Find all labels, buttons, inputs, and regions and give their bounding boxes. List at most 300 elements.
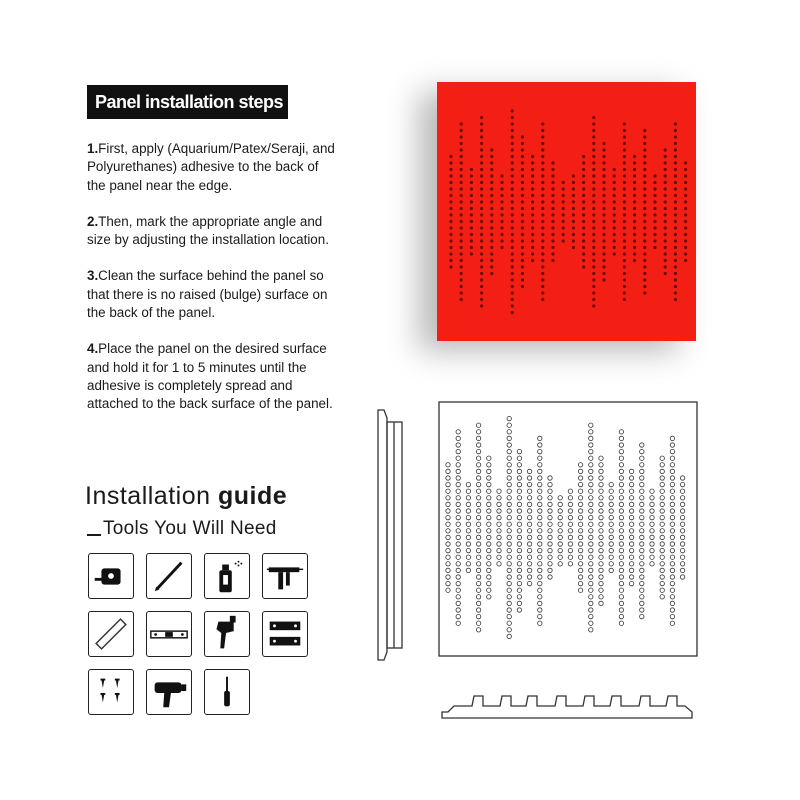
perforation-hole-outline (578, 522, 582, 526)
perforation-hole-outline (629, 489, 633, 493)
perforation-hole-outline (446, 463, 450, 467)
perforation-hole-outline (680, 482, 684, 486)
perforation-hole-outline (538, 581, 542, 585)
perforation-hole-outline (619, 463, 623, 467)
perforation-hole (562, 187, 565, 190)
perforation-hole (500, 207, 503, 210)
perforation-hole-outline (548, 522, 552, 526)
perforation-hole (500, 213, 503, 216)
perforation-hole-outline (670, 469, 674, 473)
perforation-hole (653, 174, 656, 177)
perforation-hole (521, 187, 524, 190)
perforation-hole (490, 200, 493, 203)
perforation-hole-outline (487, 463, 491, 467)
perforation-hole-outline (568, 535, 572, 539)
perforation-hole (511, 135, 514, 138)
perforation-hole-outline (497, 496, 501, 500)
perforation-hole-outline (640, 581, 644, 585)
perforation-hole-outline (507, 502, 511, 506)
perforation-hole-outline (599, 502, 603, 506)
perforation-hole (480, 122, 483, 125)
perforation-hole (449, 233, 452, 236)
perforation-hole (613, 226, 616, 229)
perforation-hole (582, 174, 585, 177)
perforation-hole (470, 194, 473, 197)
perforation-hole-outline (680, 509, 684, 513)
perforation-hole (674, 161, 677, 164)
perforation-hole (521, 239, 524, 242)
perforation-hole-outline (466, 509, 470, 513)
perforation-hole-outline (538, 482, 542, 486)
perforation-hole (582, 226, 585, 229)
perforation-hole (541, 200, 544, 203)
perforation-hole (684, 239, 687, 242)
perforation-hole (623, 200, 626, 203)
perforation-hole (643, 155, 646, 158)
perforation-hole (500, 200, 503, 203)
perforation-hole (674, 285, 677, 288)
perforation-hole-outline (446, 555, 450, 559)
perforation-hole-outline (660, 568, 664, 572)
perforation-hole (480, 233, 483, 236)
perforation-hole-outline (466, 568, 470, 572)
perforation-hole (643, 285, 646, 288)
perforation-hole-outline (527, 575, 531, 579)
step-text: Clean the surface behind the panel so that there is no raised (bulge) surface on the back of the panel. (87, 268, 328, 321)
perforation-hole-outline (680, 515, 684, 519)
perforation-hole-outline (568, 555, 572, 559)
perforation-hole (613, 213, 616, 216)
perforation-hole-outline (619, 575, 623, 579)
perforation-hole (551, 200, 554, 203)
perforation-hole (551, 233, 554, 236)
perforation-hole (470, 207, 473, 210)
perforation-hole (623, 278, 626, 281)
perforation-hole-outline (558, 562, 562, 566)
perforation-hole-outline (640, 482, 644, 486)
perforation-hole-outline (650, 489, 654, 493)
perforation-hole (521, 272, 524, 275)
perforation-hole-outline (640, 555, 644, 559)
perforation-hole (602, 278, 605, 281)
perforation-hole-outline (466, 502, 470, 506)
perforation-hole-outline (487, 502, 491, 506)
perforation-hole (684, 220, 687, 223)
perforation-hole (562, 226, 565, 229)
perforation-hole (684, 161, 687, 164)
perforation-hole (511, 226, 514, 229)
perforation-hole (470, 187, 473, 190)
perforation-hole (602, 265, 605, 268)
perforation-hole (664, 272, 667, 275)
perforation-hole (531, 233, 534, 236)
perforation-hole (643, 194, 646, 197)
perforation-hole-outline (507, 581, 511, 585)
perforation-hole-outline (660, 463, 664, 467)
perforation-hole (490, 239, 493, 242)
perforation-hole (460, 194, 463, 197)
perforation-hole-outline (619, 522, 623, 526)
perforation-hole (531, 259, 534, 262)
perforation-hole-outline (670, 621, 674, 625)
perforation-hole-outline (538, 522, 542, 526)
perforation-hole (572, 246, 575, 249)
perforation-hole (592, 142, 595, 145)
perforation-hole-outline (476, 614, 480, 618)
perforation-hole (613, 187, 616, 190)
perforation-hole-outline (517, 476, 521, 480)
perforation-hole (449, 187, 452, 190)
perforation-hole-outline (538, 529, 542, 533)
perforation-hole-outline (670, 535, 674, 539)
perforation-hole (480, 285, 483, 288)
perforation-hole-outline (578, 535, 582, 539)
perforation-hole-outline (660, 535, 664, 539)
perforation-hole-outline (670, 522, 674, 526)
perforation-hole-outline (507, 416, 511, 420)
perforation-hole (562, 239, 565, 242)
perforation-hole-outline (589, 476, 593, 480)
perforation-hole-outline (599, 588, 603, 592)
perforation-hole (592, 116, 595, 119)
perforation-hole-outline (507, 456, 511, 460)
perforation-hole-outline (538, 614, 542, 618)
perforation-hole (664, 174, 667, 177)
perforation-hole-outline (599, 542, 603, 546)
perforation-hole (511, 220, 514, 223)
perforation-hole (521, 200, 524, 203)
perforation-hole (592, 304, 595, 307)
perforation-hole (623, 285, 626, 288)
perforation-hole-outline (497, 489, 501, 493)
perforation-hole-outline (578, 496, 582, 500)
perforation-hole (664, 252, 667, 255)
perforation-hole-outline (589, 463, 593, 467)
hinges-icon (262, 611, 308, 657)
perforation-hole (613, 174, 616, 177)
perforation-hole (470, 200, 473, 203)
perforation-hole (511, 285, 514, 288)
perforation-hole (541, 207, 544, 210)
perforation-hole-outline (640, 601, 644, 605)
perforation-hole (511, 194, 514, 197)
perforation-hole (531, 252, 534, 255)
perforation-hole (592, 272, 595, 275)
perforation-hole-outline (619, 456, 623, 460)
perforation-hole-outline (660, 456, 664, 460)
perforation-hole (490, 181, 493, 184)
perforation-hole-outline (629, 515, 633, 519)
perforation-hole (602, 148, 605, 151)
perforation-hole (633, 213, 636, 216)
perforation-hole (674, 298, 677, 301)
perforation-hole (623, 168, 626, 171)
perforation-hole-outline (660, 542, 664, 546)
perforation-pattern (437, 82, 696, 341)
perforation-hole-outline (629, 581, 633, 585)
perforation-hole-outline (476, 562, 480, 566)
perforation-hole-outline (476, 529, 480, 533)
perforation-hole (572, 207, 575, 210)
perforation-hole (623, 233, 626, 236)
perforation-hole-outline (517, 608, 521, 612)
perforation-hole-outline (517, 469, 521, 473)
perforation-hole (653, 194, 656, 197)
perforation-hole (674, 207, 677, 210)
perforation-hole (602, 200, 605, 203)
perforation-hole-outline (619, 581, 623, 585)
perforation-hole-outline (456, 489, 460, 493)
perforation-hole (602, 187, 605, 190)
perforation-hole-outline (507, 509, 511, 513)
perforation-hole (480, 213, 483, 216)
perforation-hole (480, 252, 483, 255)
perforation-hole-outline (558, 542, 562, 546)
perforation-hole-outline (507, 469, 511, 473)
perforation-hole (480, 246, 483, 249)
perforation-hole-outline (578, 575, 582, 579)
perforation-hole-outline (609, 496, 613, 500)
perforation-hole-outline (497, 509, 501, 513)
perforation-hole-outline (548, 515, 552, 519)
perforation-hole-outline (456, 548, 460, 552)
perforation-hole-outline (466, 562, 470, 566)
perforation-hole-outline (589, 443, 593, 447)
perforation-hole-outline (599, 476, 603, 480)
perforation-hole (460, 285, 463, 288)
perforation-hole-outline (476, 496, 480, 500)
perforation-hole-outline (456, 482, 460, 486)
perforation-hole (521, 142, 524, 145)
perforation-hole (490, 246, 493, 249)
perforation-hole-outline (629, 509, 633, 513)
perforation-hole-outline (619, 430, 623, 434)
perforation-hole (449, 239, 452, 242)
perforation-hole-outline (670, 588, 674, 592)
perforation-hole (664, 220, 667, 223)
perforation-hole (643, 213, 646, 216)
perforation-hole (541, 129, 544, 132)
perforation-hole (684, 252, 687, 255)
perforation-hole-outline (466, 522, 470, 526)
perforation-hole-outline (619, 595, 623, 599)
perforation-hole (664, 194, 667, 197)
perforation-hole-outline (456, 588, 460, 592)
perforation-hole-outline (446, 476, 450, 480)
perforation-hole (664, 239, 667, 242)
perforation-hole-outline (619, 502, 623, 506)
step-text: First, apply (Aquarium/Patex/Seraji, and Polyurethanes) adhesive to the back of the panel near the edge. (87, 141, 335, 193)
perforation-hole (633, 252, 636, 255)
perforation-hole (623, 148, 626, 151)
perforation-hole-outline (487, 555, 491, 559)
perforation-hole (623, 272, 626, 275)
perforation-hole (582, 200, 585, 203)
perforation-hole (470, 168, 473, 171)
perforation-hole-outline (670, 614, 674, 618)
perforation-hole-outline (660, 496, 664, 500)
perforation-hole-outline (446, 542, 450, 546)
perforation-hole (449, 207, 452, 210)
perforation-hole (602, 161, 605, 164)
perforation-hole-outline (629, 542, 633, 546)
perforation-hole-outline (446, 529, 450, 533)
perforation-hole (674, 148, 677, 151)
perforation-hole-outline (538, 449, 542, 453)
perforation-hole-outline (507, 430, 511, 434)
perforation-hole-outline (589, 614, 593, 618)
perforation-hole (582, 161, 585, 164)
perforation-hole-outline (558, 522, 562, 526)
perforation-hole-outline (670, 489, 674, 493)
perforation-hole (592, 246, 595, 249)
perforation-hole-outline (456, 522, 460, 526)
perforation-hole-outline (507, 588, 511, 592)
perforation-hole-outline (558, 515, 562, 519)
perforation-hole-outline (619, 548, 623, 552)
perforation-hole (460, 272, 463, 275)
perforation-hole (602, 272, 605, 275)
perforation-hole (531, 246, 534, 249)
perforation-hole (480, 207, 483, 210)
perforation-hole (470, 226, 473, 229)
perforation-hole (643, 272, 646, 275)
perforation-hole (531, 181, 534, 184)
perforation-hole (592, 291, 595, 294)
perforation-hole (643, 226, 646, 229)
perforation-hole (562, 233, 565, 236)
perforation-hole (480, 187, 483, 190)
tools-subheading (87, 518, 277, 540)
perforation-hole-outline (578, 562, 582, 566)
perforation-hole-outline (640, 509, 644, 513)
perforation-hole-outline (670, 575, 674, 579)
perforation-hole-outline (589, 562, 593, 566)
perforation-hole-outline (670, 581, 674, 585)
perforation-hole (541, 291, 544, 294)
perforation-hole-outline (517, 509, 521, 513)
perforation-hole-outline (527, 482, 531, 486)
perforation-hole (460, 252, 463, 255)
perforation-hole-outline (538, 562, 542, 566)
perforation-hole (480, 291, 483, 294)
perforation-hole (511, 298, 514, 301)
perforation-hole (480, 265, 483, 268)
perforation-hole (562, 213, 565, 216)
perforation-hole-outline (446, 509, 450, 513)
perforation-hole-outline (609, 562, 613, 566)
perforation-hole-outline (680, 496, 684, 500)
perforation-hole (643, 239, 646, 242)
perforation-hole (511, 148, 514, 151)
perforation-hole-outline (670, 608, 674, 612)
perforation-hole-outline (670, 515, 674, 519)
perforation-hole-outline (476, 628, 480, 632)
perforation-hole-outline (507, 529, 511, 533)
perforation-hole-outline (446, 515, 450, 519)
perforation-hole-outline (456, 581, 460, 585)
perforation-hole-outline (568, 496, 572, 500)
perforation-hole (572, 213, 575, 216)
perforation-hole (480, 116, 483, 119)
perforation-hole (643, 161, 646, 164)
perforation-hole-outline (538, 535, 542, 539)
perforation-hole-outline (476, 449, 480, 453)
perforation-hole-outline (456, 595, 460, 599)
perforation-hole-outline (589, 548, 593, 552)
perforation-hole-outline (538, 548, 542, 552)
perforation-hole-outline (527, 529, 531, 533)
perforation-hole (490, 174, 493, 177)
perforation-hole-outline (507, 515, 511, 519)
perforation-hole-outline (609, 548, 613, 552)
perforation-hole-outline (497, 542, 501, 546)
perforation-hole-outline (619, 515, 623, 519)
perforation-hole (531, 174, 534, 177)
perforation-hole (653, 200, 656, 203)
perforation-hole-outline (456, 562, 460, 566)
perforation-hole (449, 181, 452, 184)
perforation-hole-outline (456, 608, 460, 612)
perforation-hole (633, 187, 636, 190)
step-number: 2. (87, 213, 99, 229)
dash-decoration (87, 534, 101, 536)
perforation-hole (480, 298, 483, 301)
perforation-hole (592, 181, 595, 184)
perforation-hole (592, 220, 595, 223)
perforation-hole-outline (527, 489, 531, 493)
perforation-hole (643, 142, 646, 145)
perforation-hole (664, 259, 667, 262)
perforation-hole-outline (487, 476, 491, 480)
perforation-hole-outline (517, 581, 521, 585)
perforation-hole-outline (517, 535, 521, 539)
perforation-hole (449, 194, 452, 197)
perforation-hole-outline (527, 515, 531, 519)
perforation-hole-outline (609, 515, 613, 519)
perforation-hole-outline (589, 588, 593, 592)
perforation-hole (664, 233, 667, 236)
perforation-hole (562, 220, 565, 223)
perforation-hole-outline (619, 529, 623, 533)
perforation-hole (572, 233, 575, 236)
perforation-hole (602, 168, 605, 171)
perforation-hole (480, 181, 483, 184)
perforation-hole (684, 226, 687, 229)
perforation-hole (592, 278, 595, 281)
perforation-hole (633, 233, 636, 236)
perforation-hole (582, 246, 585, 249)
perforation-hole (684, 213, 687, 216)
perforation-hole-outline (589, 568, 593, 572)
perforation-hole-outline (527, 555, 531, 559)
perforation-hole (602, 213, 605, 216)
perforation-hole (684, 187, 687, 190)
perforation-hole (460, 220, 463, 223)
perforation-hole (592, 200, 595, 203)
perforation-hole (633, 161, 636, 164)
perforation-hole-outline (660, 581, 664, 585)
perforation-hole-outline (446, 575, 450, 579)
perforation-hole-outline (568, 509, 572, 513)
perforation-hole (613, 239, 616, 242)
perforation-hole-outline (517, 542, 521, 546)
perforation-hole-outline (456, 621, 460, 625)
perforation-hole-outline (476, 542, 480, 546)
perforation-hole-outline (507, 621, 511, 625)
perforation-hole-outline (660, 502, 664, 506)
perforation-hole (674, 272, 677, 275)
